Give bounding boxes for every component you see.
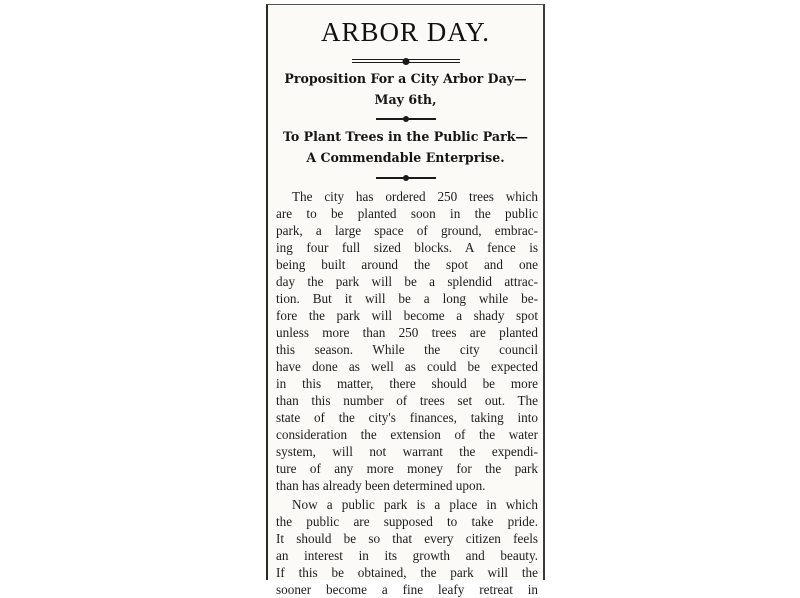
paragraph-2 (276, 496, 538, 598)
body-line: than has already been determined upon. (276, 478, 486, 493)
headline: ARBOR DAY. (320, 17, 491, 47)
body-line: sooner become a fine leafy retreat in (276, 582, 538, 597)
article-body (276, 188, 538, 598)
body-line: state of the city's finances, taking into (276, 410, 538, 425)
body-line: system, will not warrant the expendi- (276, 444, 538, 459)
paragraph-1 (276, 188, 538, 494)
body-line: It should be so that every citizen feels (276, 531, 538, 546)
body-line: in this matter, there should be more (276, 376, 538, 391)
body-line: consideration the extension of the water (276, 427, 538, 442)
body-line: day the park will be a splendid attrac- (276, 274, 538, 289)
subheading-1 (268, 68, 543, 110)
body-line: ing four full sized blocks. A fence is (276, 240, 538, 255)
body-line: an interest in its growth and beauty. (276, 548, 538, 563)
subheading-1-line-1: Proposition For a City Arbor Day— (284, 71, 527, 86)
rule-ornament (403, 116, 409, 122)
body-line: being built around the spot and one (276, 257, 538, 272)
body-line: Now a public park is a place in which (292, 497, 538, 512)
body-line: If this be obtained, the park will the (276, 565, 538, 580)
subheading-2 (268, 126, 543, 168)
body-line: the public are supposed to take pride. (276, 514, 538, 529)
body-line: ture of any more money for the park (276, 461, 538, 476)
section-rule-1 (376, 118, 436, 120)
body-line: unless more than 250 trees are planted (276, 325, 538, 340)
body-line: The city has ordered 250 trees which (292, 189, 538, 204)
subheading-2-line-1: To Plant Trees in the Public Park— (282, 129, 529, 144)
rule-ornament (402, 58, 409, 65)
body-line: this season. While the city council (276, 342, 538, 357)
body-line: have done as well as could be expected (276, 359, 538, 374)
subheading-1-line-2: May 6th, (374, 92, 437, 107)
section-rule-2 (376, 177, 436, 179)
subheading-2-line-2: A Commendable Enterprise. (306, 150, 505, 165)
body-line: are to be planted soon in the public (276, 206, 538, 221)
body-line: fore the park will become a shady spot (276, 308, 538, 323)
rule-ornament (403, 175, 409, 181)
body-line: than this number of trees set out. The (276, 393, 538, 408)
body-line: tion. But it will be a long while be- (276, 291, 538, 306)
newspaper-column (266, 4, 545, 597)
headline-rule (352, 59, 460, 63)
body-line: park, a large space of ground, embrac- (276, 223, 538, 238)
